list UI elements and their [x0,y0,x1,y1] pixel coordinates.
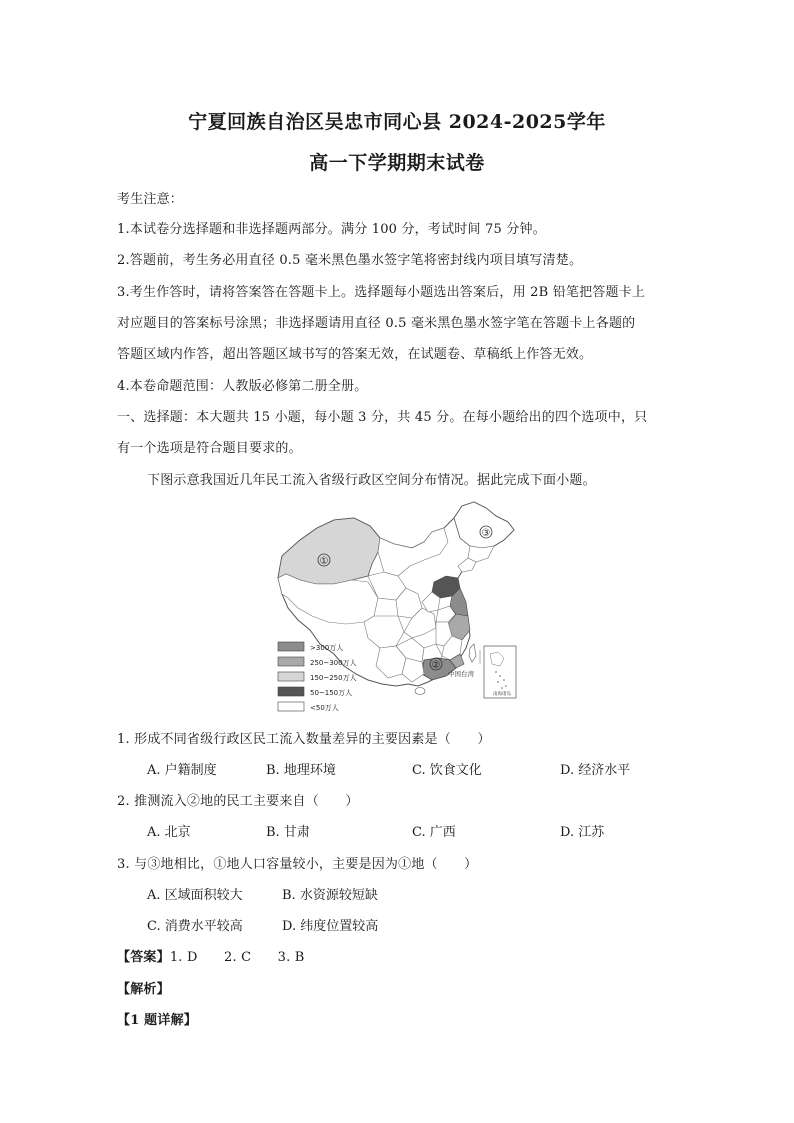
legend-swatch-1 [278,657,304,666]
question-2-stem: 2. 推测流入②地的民工主要来自（ ） [117,794,359,809]
question-1-stem: 1. 形成不同省级行政区民工流入数量差异的主要因素是（ ） [117,732,491,747]
question-2-option-b[interactable]: B. 甘肃 [266,825,310,840]
note-1: 1.本试卷分选择题和非选择题两部分。满分 100 分，考试时间 75 分钟。 [117,222,546,237]
answer-values: 1. D 2. C 3. B [169,950,305,965]
question-3-option-c[interactable]: C. 消费水平较高 [147,919,243,934]
question-1-option-b[interactable]: B. 地理环境 [266,763,336,778]
legend-swatch-2 [278,672,304,681]
legend-label-1: 250~300万人 [310,659,357,667]
legend-swatch-4 [278,702,304,711]
map-label-1: ① [319,556,329,567]
question-3-stem: 3. 与③地相比，①地人口容量较小，主要是因为①地（ ） [117,857,478,872]
exam-title-line-1: 宁夏回族自治区吴忠市同心县 2024-2025学年 [188,111,606,133]
region-xinjiang [278,518,380,584]
note-2: 2.答题前，考生务必用直径 0.5 毫米黑色墨水签字笔将密封线内项目填写清楚。 [117,253,583,268]
question-3-option-a[interactable]: A. 区域面积较大 [147,888,243,903]
note-3-line-3: 答题区域内作答，超出答题区域书写的答案无效，在试题卷、草稿纸上作答无效。 [117,347,593,362]
notes-heading: 考生注意： [117,192,184,207]
legend-label-2: 150~250万人 [310,674,357,682]
note-3-line-2: 对应题目的答案标号涂黑；非选择题请用直径 0.5 毫米黑色墨水签字笔在答题卡上各题的 [117,316,636,331]
answer-label: 【答案】 [117,950,170,965]
map-label-3: ③ [481,528,491,539]
detail-heading: 【1 题详解】 [117,1013,197,1028]
answer-line [117,946,305,965]
question-3-option-b[interactable]: B. 水资源较短缺 [282,888,378,903]
question-intro: 下图示意我国近几年民工流入省级行政区空间分布情况。据此完成下面小题。 [147,473,596,488]
question-2-option-c[interactable]: C. 广西 [412,825,456,840]
map-label-2: ② [431,660,441,671]
legend-label-3: 50~150万人 [310,689,353,697]
section-heading-line-1: 一、选择题：本大题共 15 小题，每小题 3 分，共 45 分。在每小题给出的四个选项中，只 [117,410,648,425]
legend-label-0: >300万人 [310,644,344,652]
map-label-taiwan: 中国台湾 [448,670,474,678]
question-3-option-d[interactable]: D. 纬度位置较高 [282,919,379,934]
legend-label-4: <50万人 [310,704,339,712]
note-3-line-1: 3.考生作答时，请将答案答在答题卡上。选择题每小题选出答案后，用 2B 铅笔把答题卡上 [117,285,646,300]
region-taiwan [469,644,476,662]
inset-label: 南海诸岛 [493,692,511,697]
legend-swatch-0 [278,642,304,651]
note-4: 4.本卷命题范围：人教版必修第二册全册。 [117,379,368,394]
question-2-option-a[interactable]: A. 北京 [147,825,191,840]
question-2-option-d[interactable]: D. 江苏 [560,825,605,840]
china-migrant-map [272,498,522,718]
legend-swatch-3 [278,687,304,696]
exam-title-line-2: 高一下学期期末试卷 [309,152,485,174]
question-1-option-d[interactable]: D. 经济水平 [560,763,631,778]
question-1-option-c[interactable]: C. 饮食文化 [412,763,482,778]
question-1-option-a[interactable]: A. 户籍制度 [147,763,217,778]
analysis-heading: 【解析】 [117,982,170,997]
section-heading-line-2: 有一个选项是符合题目要求的。 [117,441,302,456]
